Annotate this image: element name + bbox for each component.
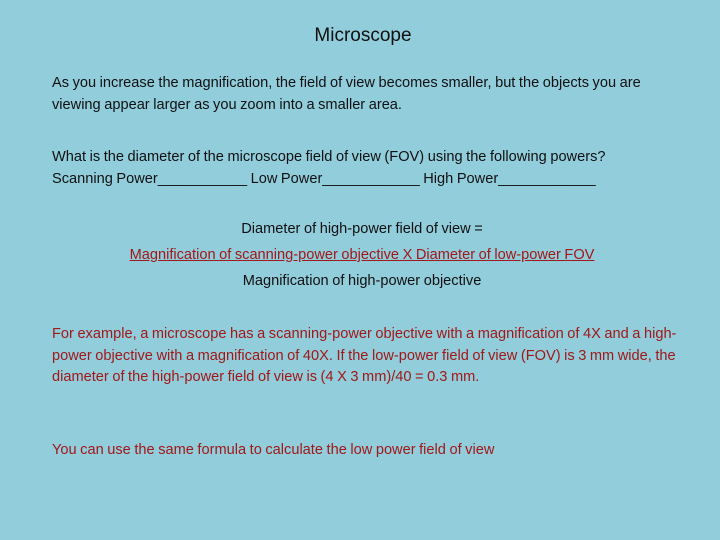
page-title: Microscope — [314, 25, 412, 46]
example-paragraph: For example, a microscope has a scanning-power objective with a magnification of 4X and a high-power objective with a magnification of 40X. If the low-power field of view (FOV) is 3 mm wide, the diameter of the high-power field of view is (4 X 3 mm)/40 = 0.3 mm. — [52, 326, 677, 385]
closing-paragraph: You can use the same formula to calculate the low power field of view — [52, 442, 495, 458]
power-blanks: Scanning Power___________ Low Power____________ High Power____________ — [52, 170, 596, 187]
intro-paragraph: As you increase the magnification, the field of view becomes smaller, but the objects you are viewing appear larger as you zoom into a smaller area. — [52, 75, 641, 113]
question-paragraph — [52, 147, 677, 190]
formula-lhs: Diameter of high-power field of view = — [241, 221, 483, 237]
question-prompt: What is the diameter of the microscope field of view (FOV) using the following powers? — [52, 149, 606, 165]
formula-numerator: Magnification of scanning-power objective X Diameter of low-power FOV — [129, 247, 595, 263]
formula-denominator: Magnification of high-power objective — [242, 273, 482, 289]
